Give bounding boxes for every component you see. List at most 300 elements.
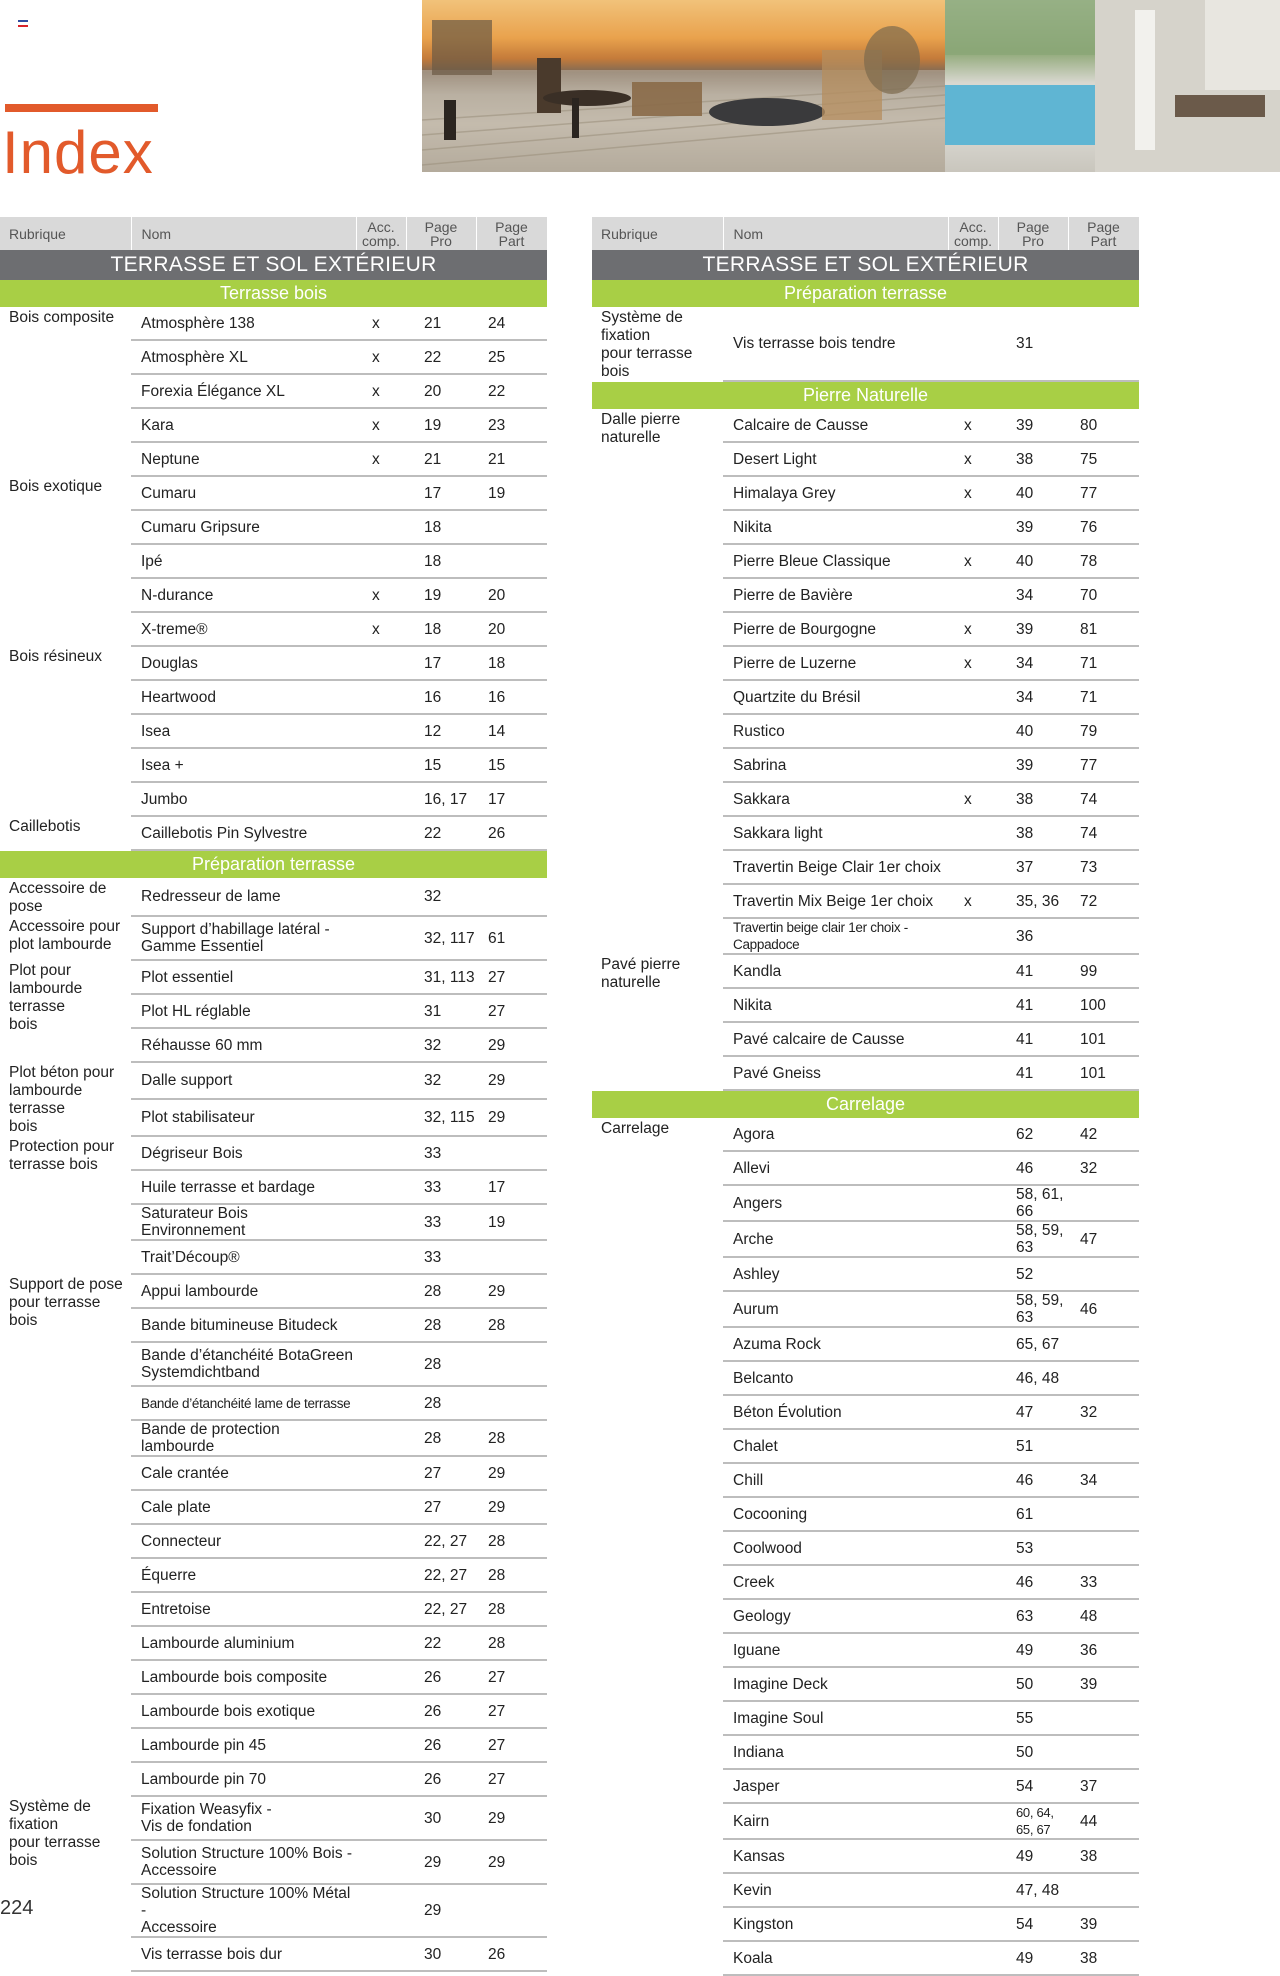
acc-comp-cell	[356, 1796, 406, 1840]
page-pro-cell: 41	[998, 988, 1068, 1022]
acc-comp-cell	[948, 1565, 998, 1599]
page-pro-cell: 40	[998, 544, 1068, 578]
page-part-cell	[476, 544, 547, 578]
page-part-cell: 73	[1068, 850, 1139, 884]
nom-cell: Chill	[723, 1463, 948, 1497]
page-part-cell	[1068, 1361, 1139, 1395]
page-pro-cell: 34	[998, 646, 1068, 680]
page-pro-cell: 28	[406, 1386, 476, 1420]
page-part-cell: 71	[1068, 680, 1139, 714]
page-pro-cell: 32, 115	[406, 1099, 476, 1136]
table-row	[0, 646, 547, 680]
page-part-cell: 42	[1068, 1118, 1139, 1151]
acc-comp-cell	[948, 1735, 998, 1769]
page-pro-cell: 53	[998, 1531, 1068, 1565]
acc-comp-cell	[948, 850, 998, 884]
subsection-header	[592, 1090, 1139, 1118]
page-part-cell	[1068, 1735, 1139, 1769]
header-page-pro: Page Pro	[998, 217, 1068, 250]
acc-comp-cell	[948, 816, 998, 850]
table-row	[0, 916, 547, 960]
acc-comp-cell	[356, 1558, 406, 1592]
page-pro-cell: 33	[406, 1204, 476, 1240]
page-pro-cell: 58, 59, 63	[998, 1291, 1068, 1327]
subsection-header	[592, 381, 1139, 409]
page-part-cell	[476, 1884, 547, 1937]
acc-comp-cell	[948, 1327, 998, 1361]
page-pro-cell: 54	[998, 1907, 1068, 1941]
nom-cell: Belcanto	[723, 1361, 948, 1395]
acc-comp-cell: x	[356, 442, 406, 476]
nom-cell: Fixation Weasyfix - Vis de fondation	[131, 1796, 356, 1840]
nom-cell: Vis terrasse bois dur	[131, 1937, 356, 1971]
page-pro-cell: 18	[406, 510, 476, 544]
page-part-cell: 77	[1068, 476, 1139, 510]
nom-cell: Support d’habillage latéral - Gamme Essentiel	[131, 916, 356, 960]
nom-cell: Imagine Soul	[723, 1701, 948, 1735]
page-pro-cell: 17	[406, 646, 476, 680]
page-part-cell: 76	[1068, 510, 1139, 544]
nom-cell: Lambourde bois exotique	[131, 1694, 356, 1728]
subsection-label: Pierre Naturelle	[592, 381, 1139, 409]
page-part-cell: 27	[476, 1762, 547, 1796]
nom-cell: Iguane	[723, 1633, 948, 1667]
acc-comp-cell: x	[948, 544, 998, 578]
page-part-cell: 27	[476, 1694, 547, 1728]
acc-comp-cell	[356, 1728, 406, 1762]
table-header	[592, 217, 1139, 250]
nom-cell: Nikita	[723, 510, 948, 544]
page-pro-cell: 41	[998, 954, 1068, 988]
rubrique-cell: Bois résineux	[9, 648, 103, 665]
acc-comp-cell: x	[356, 374, 406, 408]
acc-comp-cell	[948, 918, 998, 954]
acc-comp-cell	[356, 680, 406, 714]
page-pro-cell: 27	[406, 1490, 476, 1524]
acc-comp-cell	[356, 544, 406, 578]
acc-comp-cell	[356, 1342, 406, 1386]
page-pro-cell: 49	[998, 1941, 1068, 1975]
nom-cell: Pavé calcaire de Causse	[723, 1022, 948, 1056]
page-part-cell	[1068, 1257, 1139, 1291]
acc-comp-cell	[948, 1118, 998, 1151]
page-part-cell: 20	[476, 612, 547, 646]
page-part-cell: 38	[1068, 1839, 1139, 1873]
page-part-cell	[476, 1240, 547, 1274]
rubrique-cell: Carrelage	[601, 1120, 670, 1137]
nom-cell: Solution Structure 100% Métal - Accessoire	[131, 1884, 356, 1937]
table-row	[592, 954, 1139, 988]
page-part-cell: 23	[476, 408, 547, 442]
page-part-cell: 37	[1068, 1769, 1139, 1803]
nom-cell: Cocooning	[723, 1497, 948, 1531]
page-pro-cell: 32	[406, 878, 476, 916]
nom-cell: Lambourde bois composite	[131, 1660, 356, 1694]
terrace-photo	[422, 0, 945, 172]
acc-comp-cell	[356, 1592, 406, 1626]
header-acc-comp: Acc. comp.	[948, 217, 998, 250]
page-pro-cell: 20	[406, 374, 476, 408]
acc-comp-cell	[948, 1667, 998, 1701]
nom-cell: Jumbo	[131, 782, 356, 816]
nom-cell: Nikita	[723, 988, 948, 1022]
index-table-right	[592, 217, 1140, 1976]
acc-comp-cell	[948, 954, 998, 988]
nom-cell: Lambourde aluminium	[131, 1626, 356, 1660]
page-pro-cell: 31	[406, 994, 476, 1028]
acc-comp-cell	[948, 578, 998, 612]
acc-comp-cell	[356, 994, 406, 1028]
acc-comp-cell: x	[356, 612, 406, 646]
page-part-cell: 78	[1068, 544, 1139, 578]
rubrique-cell: Système de fixation pour terrasse bois	[601, 309, 693, 380]
rubrique-cell: Bois exotique	[9, 478, 103, 495]
page-pro-cell: 51	[998, 1429, 1068, 1463]
page-part-cell	[1068, 1531, 1139, 1565]
acc-comp-cell	[948, 680, 998, 714]
acc-comp-cell	[948, 988, 998, 1022]
page-pro-cell: 54	[998, 1769, 1068, 1803]
page-pro-cell: 58, 61, 66	[998, 1185, 1068, 1221]
page-part-cell: 27	[476, 994, 547, 1028]
page-part-cell: 29	[476, 1099, 547, 1136]
nom-cell: Travertin Mix Beige 1er choix	[723, 884, 948, 918]
page-part-cell: 38	[1068, 1941, 1139, 1975]
page-pro-cell: 16, 17	[406, 782, 476, 816]
acc-comp-cell	[356, 1420, 406, 1456]
page-pro-cell: 32	[406, 1062, 476, 1099]
page-pro-cell: 39	[998, 612, 1068, 646]
page-part-cell	[1068, 1429, 1139, 1463]
page-pro-cell: 62	[998, 1118, 1068, 1151]
page-part-cell: 99	[1068, 954, 1139, 988]
page-part-cell: 17	[476, 782, 547, 816]
acc-comp-cell	[356, 1626, 406, 1660]
index-table-left	[0, 217, 548, 1972]
page-pro-cell: 46	[998, 1463, 1068, 1497]
acc-comp-cell	[356, 1840, 406, 1884]
acc-comp-cell	[356, 1694, 406, 1728]
page-part-cell: 101	[1068, 1056, 1139, 1090]
acc-comp-cell	[356, 1028, 406, 1062]
nom-cell: Isea +	[131, 748, 356, 782]
title-accent-bar	[5, 104, 158, 112]
page-part-cell: 27	[476, 960, 547, 994]
page-pro-cell: 26	[406, 1762, 476, 1796]
page-pro-cell: 31	[998, 307, 1068, 381]
page-pro-cell: 26	[406, 1660, 476, 1694]
page-part-cell: 25	[476, 340, 547, 374]
rubrique-cell: Caillebotis	[9, 818, 81, 835]
rubrique-cell: Support de pose pour terrasse bois	[9, 1276, 123, 1329]
page-pro-cell: 39	[998, 748, 1068, 782]
page-pro-cell: 46	[998, 1565, 1068, 1599]
page-part-cell: 26	[476, 1937, 547, 1971]
page-part-cell: 44	[1068, 1803, 1139, 1839]
acc-comp-cell: x	[356, 340, 406, 374]
page-part-cell: 39	[1068, 1667, 1139, 1701]
nom-cell: Pierre de Bavière	[723, 578, 948, 612]
page-pro-cell: 19	[406, 408, 476, 442]
table-row	[0, 1274, 547, 1308]
nom-cell: Béton Évolution	[723, 1395, 948, 1429]
table-row	[0, 1062, 547, 1099]
nom-cell: Geology	[723, 1599, 948, 1633]
page-pro-cell: 39	[998, 510, 1068, 544]
acc-comp-cell	[948, 1022, 998, 1056]
page-pro-cell: 39	[998, 409, 1068, 442]
page-part-cell	[476, 510, 547, 544]
acc-comp-cell	[948, 1463, 998, 1497]
acc-comp-cell	[948, 1185, 998, 1221]
page-part-cell: 20	[476, 578, 547, 612]
nom-cell: Creek	[723, 1565, 948, 1599]
header-nom: Nom	[131, 217, 356, 250]
page-pro-cell: 18	[406, 612, 476, 646]
header-rubrique: Rubrique	[0, 217, 131, 250]
nom-cell: Cale crantée	[131, 1456, 356, 1490]
page-part-cell: 24	[476, 307, 547, 340]
page-part-cell: 29	[476, 1274, 547, 1308]
acc-comp-cell	[948, 1221, 998, 1257]
page-part-cell: 29	[476, 1062, 547, 1099]
nom-cell: Plot HL réglable	[131, 994, 356, 1028]
acc-comp-cell	[356, 1308, 406, 1342]
nom-cell: Heartwood	[131, 680, 356, 714]
nom-cell: Quartzite du Brésil	[723, 680, 948, 714]
nom-cell: Plot essentiel	[131, 960, 356, 994]
page-pro-cell: 16	[406, 680, 476, 714]
nom-cell: Bande d’étanchéité lame de terrasse	[131, 1386, 356, 1420]
page-part-cell: 74	[1068, 782, 1139, 816]
page-pro-cell: 32, 117	[406, 916, 476, 960]
page-pro-cell: 28	[406, 1420, 476, 1456]
page-pro-cell: 33	[406, 1170, 476, 1204]
rubrique-cell: Pavé pierre naturelle	[601, 956, 681, 991]
page-part-cell: 71	[1068, 646, 1139, 680]
nom-cell: Cale plate	[131, 1490, 356, 1524]
acc-comp-cell	[356, 1274, 406, 1308]
pool-photo	[945, 0, 1280, 172]
subsection-label: Terrasse bois	[0, 280, 547, 307]
language-flag-icon[interactable]	[18, 20, 28, 27]
acc-comp-cell	[356, 878, 406, 916]
page-pro-cell: 31, 113	[406, 960, 476, 994]
page-part-cell: 19	[476, 476, 547, 510]
page-part-cell	[476, 1136, 547, 1170]
acc-comp-cell	[356, 782, 406, 816]
page-part-cell: 32	[1068, 1395, 1139, 1429]
page-part-cell: 28	[476, 1592, 547, 1626]
page-number: 224	[0, 1897, 34, 1919]
nom-cell: Douglas	[131, 646, 356, 680]
acc-comp-cell: x	[948, 442, 998, 476]
page-part-cell	[476, 878, 547, 916]
page-part-cell: 61	[476, 916, 547, 960]
page-part-cell: 36	[1068, 1633, 1139, 1667]
table-row	[592, 409, 1139, 442]
page-part-cell: 22	[476, 374, 547, 408]
nom-cell: Travertin beige clair 1er choix - Cappadoce	[723, 918, 948, 954]
nom-cell: Isea	[131, 714, 356, 748]
acc-comp-cell	[948, 1941, 998, 1975]
nom-cell: Travertin Beige Clair 1er choix	[723, 850, 948, 884]
page-part-cell	[1068, 1701, 1139, 1735]
page-pro-cell: 41	[998, 1056, 1068, 1090]
page-pro-cell: 22	[406, 340, 476, 374]
section-header: TERRASSE ET SOL EXTÉRIEUR	[592, 250, 1139, 280]
nom-cell: Neptune	[131, 442, 356, 476]
page-part-cell: 46	[1068, 1291, 1139, 1327]
acc-comp-cell	[356, 646, 406, 680]
acc-comp-cell	[356, 1062, 406, 1099]
acc-comp-cell	[356, 1136, 406, 1170]
page-part-cell: 27	[476, 1660, 547, 1694]
acc-comp-cell	[356, 1524, 406, 1558]
page-pro-cell: 22, 27	[406, 1524, 476, 1558]
acc-comp-cell	[356, 1456, 406, 1490]
page-pro-cell: 29	[406, 1840, 476, 1884]
nom-cell: Calcaire de Causse	[723, 409, 948, 442]
nom-cell: Cumaru Gripsure	[131, 510, 356, 544]
page-pro-cell: 26	[406, 1694, 476, 1728]
acc-comp-cell	[948, 1803, 998, 1839]
nom-cell: Kara	[131, 408, 356, 442]
acc-comp-cell	[948, 307, 998, 381]
page-pro-cell: 65, 67	[998, 1327, 1068, 1361]
page-pro-cell: 55	[998, 1701, 1068, 1735]
page-part-cell: 29	[476, 1796, 547, 1840]
page-pro-cell: 34	[998, 680, 1068, 714]
subsection-header	[0, 280, 547, 307]
nom-cell: X-treme®	[131, 612, 356, 646]
page-pro-cell: 22	[406, 816, 476, 850]
acc-comp-cell	[356, 1386, 406, 1420]
page-pro-cell: 40	[998, 476, 1068, 510]
acc-comp-cell: x	[948, 612, 998, 646]
page-pro-cell: 38	[998, 442, 1068, 476]
nom-cell: Kansas	[723, 1839, 948, 1873]
acc-comp-cell	[948, 510, 998, 544]
table-row	[592, 1118, 1139, 1151]
rubrique-cell: Plot pour lambourde terrasse bois	[9, 962, 83, 1033]
nom-cell: Sakkara	[723, 782, 948, 816]
page-pro-cell: 19	[406, 578, 476, 612]
nom-cell: Saturateur Bois Environnement	[131, 1204, 356, 1240]
acc-comp-cell: x	[356, 578, 406, 612]
page-pro-cell: 61	[998, 1497, 1068, 1531]
page-pro-cell: 47	[998, 1395, 1068, 1429]
acc-comp-cell	[356, 748, 406, 782]
page-part-cell	[1068, 1873, 1139, 1907]
table-row	[0, 878, 547, 916]
nom-cell: Équerre	[131, 1558, 356, 1592]
acc-comp-cell: x	[948, 782, 998, 816]
acc-comp-cell	[948, 748, 998, 782]
acc-comp-cell	[356, 1490, 406, 1524]
acc-comp-cell	[356, 960, 406, 994]
rubrique-cell: Accessoire pour plot lambourde	[9, 918, 121, 953]
table-row	[0, 307, 547, 340]
acc-comp-cell: x	[948, 646, 998, 680]
page-part-cell	[1068, 918, 1139, 954]
nom-cell: Vis terrasse bois tendre	[723, 307, 948, 381]
nom-cell: Bande bitumineuse Bitudeck	[131, 1308, 356, 1342]
page-part-cell	[1068, 1497, 1139, 1531]
page-pro-cell: 28	[406, 1342, 476, 1386]
page-pro-cell: 40	[998, 714, 1068, 748]
page-part-cell: 32	[1068, 1151, 1139, 1185]
subsection-label: Préparation terrasse	[592, 280, 1139, 307]
acc-comp-cell	[948, 1907, 998, 1941]
page-pro-cell: 38	[998, 782, 1068, 816]
page-pro-cell: 27	[406, 1456, 476, 1490]
page-part-cell: 79	[1068, 714, 1139, 748]
acc-comp-cell	[356, 1099, 406, 1136]
nom-cell: Pavé Gneiss	[723, 1056, 948, 1090]
nom-cell: Solution Structure 100% Bois - Accessoire	[131, 1840, 356, 1884]
acc-comp-cell	[356, 1170, 406, 1204]
page-pro-cell: 49	[998, 1633, 1068, 1667]
page-part-cell: 28	[476, 1420, 547, 1456]
page-part-cell: 28	[476, 1308, 547, 1342]
page-pro-cell: 36	[998, 918, 1068, 954]
page-part-cell: 29	[476, 1490, 547, 1524]
page-part-cell: 100	[1068, 988, 1139, 1022]
nom-cell: Appui lambourde	[131, 1274, 356, 1308]
acc-comp-cell	[948, 1291, 998, 1327]
nom-cell: Himalaya Grey	[723, 476, 948, 510]
page-part-cell: 34	[1068, 1463, 1139, 1497]
page-part-cell: 77	[1068, 748, 1139, 782]
acc-comp-cell	[948, 1769, 998, 1803]
nom-cell: Indiana	[723, 1735, 948, 1769]
page-pro-cell: 17	[406, 476, 476, 510]
page-pro-cell: 28	[406, 1274, 476, 1308]
header-rubrique: Rubrique	[592, 217, 723, 250]
acc-comp-cell: x	[948, 884, 998, 918]
table-row	[0, 1136, 547, 1170]
page-part-cell: 17	[476, 1170, 547, 1204]
table-row	[0, 1796, 547, 1840]
acc-comp-cell	[356, 1937, 406, 1971]
page-part-cell: 29	[476, 1456, 547, 1490]
acc-comp-cell	[948, 1531, 998, 1565]
page-part-cell: 18	[476, 646, 547, 680]
nom-cell: Pierre Bleue Classique	[723, 544, 948, 578]
acc-comp-cell	[356, 1884, 406, 1937]
acc-comp-cell	[356, 510, 406, 544]
table-row	[0, 960, 547, 994]
nom-cell: Réhausse 60 mm	[131, 1028, 356, 1062]
nom-cell: Sabrina	[723, 748, 948, 782]
nom-cell: Entretoise	[131, 1592, 356, 1626]
header-acc-comp: Acc. comp.	[356, 217, 406, 250]
acc-comp-cell: x	[356, 307, 406, 340]
acc-comp-cell	[356, 714, 406, 748]
acc-comp-cell	[356, 1660, 406, 1694]
acc-comp-cell	[356, 916, 406, 960]
page-pro-cell: 21	[406, 442, 476, 476]
page-part-cell: 80	[1068, 409, 1139, 442]
page-part-cell	[476, 1386, 547, 1420]
page-title: Index	[2, 119, 154, 186]
page-pro-cell: 33	[406, 1136, 476, 1170]
nom-cell: Pierre de Bourgogne	[723, 612, 948, 646]
page-pro-cell: 41	[998, 1022, 1068, 1056]
nom-cell: Arche	[723, 1221, 948, 1257]
rubrique-cell: Plot béton pour lambourde terrasse bois	[9, 1064, 115, 1135]
